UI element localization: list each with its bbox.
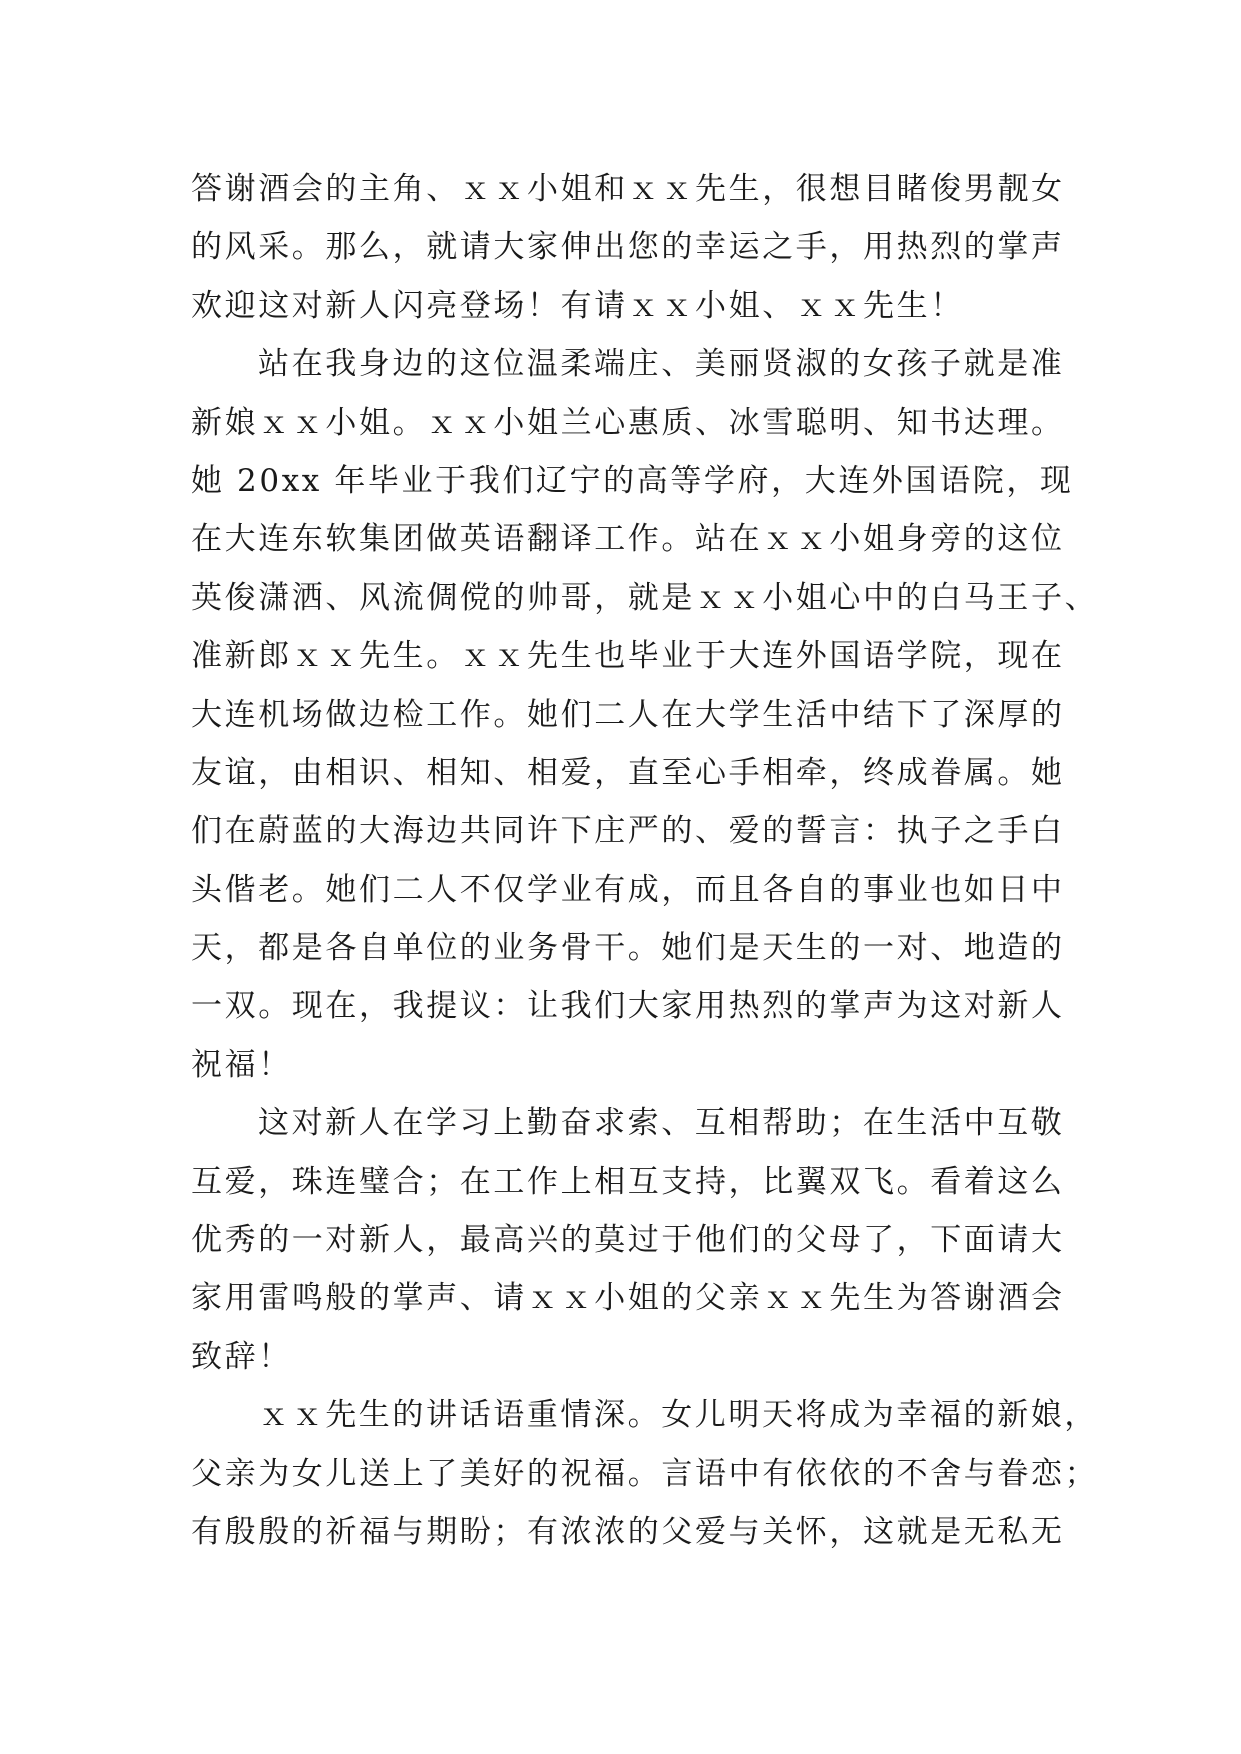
text-line: 这对新人在学习上勤奋求索、互相帮助；在生活中互敬 [258, 1105, 1065, 1142]
text-line: 致辞！ [191, 1338, 292, 1375]
document-body [191, 160, 1099, 1561]
text-line: 在大连东软集团做英语翻译工作。站在ｘｘ小姐身旁的这位 [191, 521, 1065, 558]
paragraph-3 [191, 1094, 1071, 1386]
text-line: 一双。现在，我提议：让我们大家用热烈的掌声为这对新人 [191, 988, 1065, 1025]
text-line: 们在蔚蓝的大海边共同许下庄严的、爱的誓言：执子之手白 [191, 813, 1065, 850]
text-line: 欢迎这对新人闪亮登场！有请ｘｘ小姐、ｘｘ先生！ [191, 287, 964, 324]
text-line: 父亲为女儿送上了美好的祝福。言语中有依依的不舍与眷恋； [191, 1455, 1099, 1492]
text-line: 互爱，珠连璧合；在工作上相互支持，比翼双飞。看着这么 [191, 1163, 1065, 1200]
text-line: 家用雷鸣般的掌声、请ｘｘ小姐的父亲ｘｘ先生为答谢酒会 [191, 1280, 1065, 1317]
text-line: 新娘ｘｘ小姐。ｘｘ小姐兰心惠质、冰雪聪明、知书达理。 [191, 404, 1065, 441]
text-line: 的风采。那么，就请大家伸出您的幸运之手，用热烈的掌声 [191, 229, 1065, 266]
text-line: 答谢酒会的主角、ｘｘ小姐和ｘｘ先生，很想目睹俊男靓女 [191, 171, 1065, 207]
text-line: 头偕老。她们二人不仅学业有成，而且各自的事业也如日中 [191, 871, 1065, 908]
text-line: 祝福！ [191, 1046, 292, 1083]
paragraph-4 [191, 1386, 1099, 1561]
text-line: 有殷殷的祈福与期盼；有浓浓的父爱与关怀，这就是无私无 [191, 1513, 1065, 1550]
text-line: 优秀的一对新人，最高兴的莫过于他们的父母了，下面请大 [191, 1222, 1065, 1259]
text-line: 天，都是各自单位的业务骨干。她们是天生的一对、地造的 [191, 930, 1065, 967]
text-line: 她 20xx 年毕业于我们辽宁的高等学府，大连外国语院，现 [191, 462, 1074, 499]
text-line: 站在我身边的这位温柔端庄、美丽贤淑的女孩子就是准 [258, 346, 1065, 383]
paragraph-1 [191, 160, 1071, 335]
text-line: 大连机场做边检工作。她们二人在大学生活中结下了深厚的 [191, 696, 1065, 733]
text-line: 英俊潇洒、风流倜傥的帅哥，就是ｘｘ小姐心中的白马王子、 [191, 579, 1099, 616]
text-line: ｘｘ先生的讲话语重情深。女儿明天将成为幸福的新娘， [258, 1397, 1098, 1434]
paragraph-2 [191, 335, 1099, 1094]
text-line: 友谊，由相识、相知、相爱，直至心手相牵，终成眷属。她 [191, 754, 1065, 791]
text-line: 准新郎ｘｘ先生。ｘｘ先生也毕业于大连外国语学院，现在 [191, 638, 1065, 675]
